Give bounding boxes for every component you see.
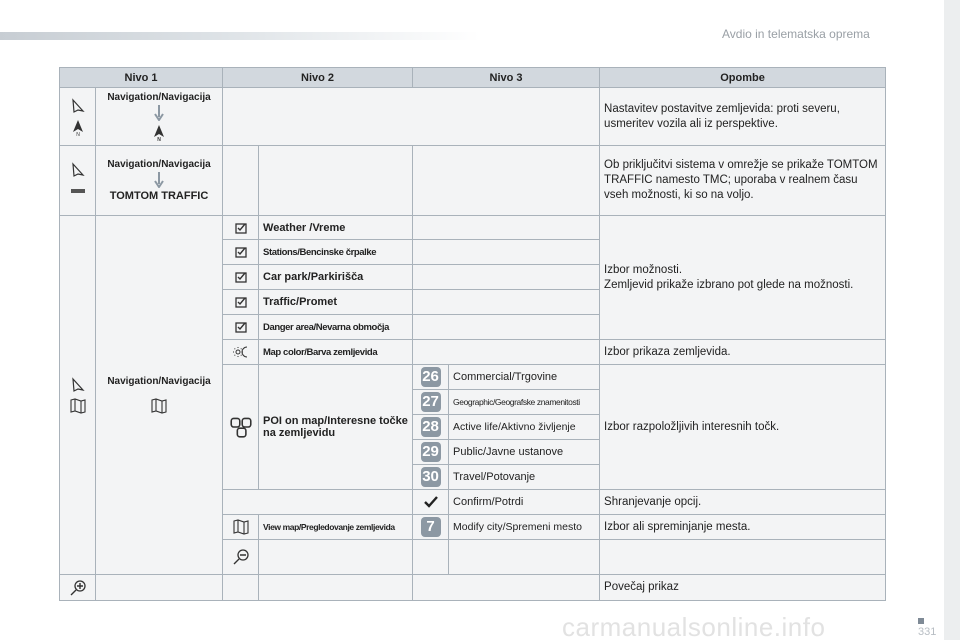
north-arrow-icon — [69, 97, 87, 115]
badge-cell — [413, 390, 449, 415]
poi-item-label: Travel/Potovanje — [449, 465, 600, 490]
badge-cell — [413, 440, 449, 465]
icon-cell — [223, 515, 259, 540]
empty-cell — [413, 540, 449, 575]
checkbox-icon — [232, 268, 250, 286]
option-label: Stations/Bencinske črpalke — [259, 240, 413, 265]
icon-cell — [223, 216, 259, 240]
note-cell: Povečaj prikaz — [600, 575, 886, 601]
note-cell: Izbor ali spreminjanje mesta. — [600, 515, 886, 540]
table-row — [60, 88, 886, 146]
empty-cell — [449, 540, 600, 575]
category-badge: 28 — [422, 418, 439, 435]
empty-cell — [223, 88, 600, 146]
level1-label: Navigation/Navigacija — [107, 159, 211, 170]
icon-cell — [223, 290, 259, 315]
empty-cell — [259, 146, 413, 216]
day-night-icon — [232, 343, 250, 361]
nav-compass-icon — [69, 118, 87, 136]
category-badge: 7 — [421, 517, 441, 537]
watermark: carmanualsonline.info — [562, 612, 826, 642]
table-row — [60, 575, 886, 601]
empty-cell — [259, 540, 413, 575]
note-line: Zemljevid prikaže izbrano pot glede na možnosti. — [604, 278, 854, 291]
note-cell — [600, 216, 886, 340]
map-icon — [150, 397, 168, 415]
category-badge: 29 — [422, 443, 439, 460]
nav-compass-icon — [150, 123, 168, 141]
view-map-label: View map/Pregledovanje zemljevida — [259, 515, 413, 540]
icon-cell — [223, 340, 259, 365]
arrow-down-icon — [154, 105, 164, 121]
icon-cell — [223, 365, 259, 490]
icon-cell — [223, 265, 259, 290]
checkbox-icon — [232, 293, 250, 311]
note-cell: Izbor prikaza zemljevida. — [600, 340, 886, 365]
note-line: Izbor možnosti. — [604, 263, 683, 276]
icon-cell — [60, 88, 96, 146]
table-row — [60, 146, 886, 216]
checkmark-icon — [422, 493, 440, 511]
col-header-nivo2: Nivo 2 — [223, 68, 413, 88]
empty-cell — [413, 265, 600, 290]
confirm-label: Confirm/Potrdi — [449, 490, 600, 515]
table-row — [60, 216, 886, 240]
poi-label: POI on map/Interesne točke na zemljevidu — [259, 365, 413, 490]
category-badge: 27 — [422, 393, 439, 410]
north-arrow-icon — [69, 376, 87, 394]
map-icon — [232, 518, 250, 536]
modify-label: Modify city/Spremeni mesto — [449, 515, 600, 540]
icon-cell — [413, 490, 449, 515]
empty-cell — [413, 216, 600, 240]
empty-cell — [413, 290, 600, 315]
icon-cell — [223, 540, 259, 575]
map-icon — [69, 397, 87, 415]
empty-cell — [413, 575, 600, 601]
note-cell: Ob priključitvi sistema v omrežje se prikaže TOMTOM TRAFFIC namesto TMC; uporaba v realnem času vseh možnosti, ki so na voljo. — [600, 146, 886, 216]
page-number: 331 — [918, 626, 937, 638]
option-label: Danger area/Nevarna območja — [259, 315, 413, 340]
col-header-nivo1: Nivo 1 — [60, 68, 223, 88]
zoom-in-icon — [69, 579, 87, 597]
option-label: Weather /Vreme — [259, 216, 413, 240]
note-cell: Shranjevanje opcij. — [600, 490, 886, 515]
option-label: Car park/Parkirišča — [259, 265, 413, 290]
note-cell: Izbor razpoložljivih interesnih točk. — [600, 365, 886, 490]
empty-cell — [413, 340, 600, 365]
level1-label: Navigation/Navigacija — [107, 375, 211, 387]
poi-item-label: Geographic/Geografske znamenitosti — [449, 390, 600, 415]
badge-cell — [413, 415, 449, 440]
empty-cell — [413, 315, 600, 340]
note-cell: Nastavitev postavitve zemljevida: proti severu, usmeritev vozila ali iz perspektive. — [600, 88, 886, 146]
north-arrow-icon — [69, 161, 87, 179]
icon-cell — [60, 575, 96, 601]
badge-cell — [413, 465, 449, 490]
option-label: Map color/Barva zemljevida — [259, 340, 413, 365]
level1-cell — [96, 88, 223, 146]
icon-cell — [60, 216, 96, 575]
poi-item-label: Public/Javne ustanove — [449, 440, 600, 465]
level1-label: Navigation/Navigacija — [107, 92, 211, 103]
checkbox-icon — [232, 243, 250, 261]
top-accent-bar — [0, 32, 480, 40]
section-title: Avdio in telematska oprema — [722, 27, 870, 41]
empty-cell — [600, 540, 886, 575]
checkbox-icon — [232, 219, 250, 237]
svg-text:N: N — [75, 132, 80, 136]
poi-icon — [230, 416, 252, 438]
icon-cell — [223, 240, 259, 265]
badge-cell — [413, 515, 449, 540]
tomtom-logo-icon — [69, 182, 87, 200]
level1-cell — [96, 216, 223, 575]
checkbox-icon — [232, 318, 250, 336]
menu-table — [59, 67, 886, 601]
table-header-row — [60, 68, 886, 88]
zoom-out-icon — [232, 548, 250, 566]
empty-cell — [259, 575, 413, 601]
level1-cell — [96, 146, 223, 216]
col-header-nivo3: Nivo 3 — [413, 68, 600, 88]
empty-cell — [413, 240, 600, 265]
empty-cell — [223, 490, 413, 515]
svg-text:N: N — [157, 137, 161, 141]
empty-cell — [96, 575, 223, 601]
icon-cell — [60, 146, 96, 216]
category-badge: 26 — [422, 368, 439, 385]
poi-item-label: Commercial/Trgovine — [449, 365, 600, 390]
empty-cell — [413, 146, 600, 216]
side-strip — [944, 0, 960, 640]
arrow-down-icon — [154, 172, 164, 188]
badge-cell — [413, 365, 449, 390]
empty-cell — [223, 575, 259, 601]
poi-item-label: Active life/Aktivno življenje — [449, 415, 600, 440]
col-header-opombe: Opombe — [600, 68, 886, 88]
option-label: Traffic/Promet — [259, 290, 413, 315]
page-marker — [918, 618, 924, 624]
icon-cell — [223, 315, 259, 340]
tomtom-traffic-label: TOMTOM TRAFFIC — [109, 190, 209, 202]
category-badge: 30 — [422, 468, 439, 485]
empty-cell — [223, 146, 259, 216]
